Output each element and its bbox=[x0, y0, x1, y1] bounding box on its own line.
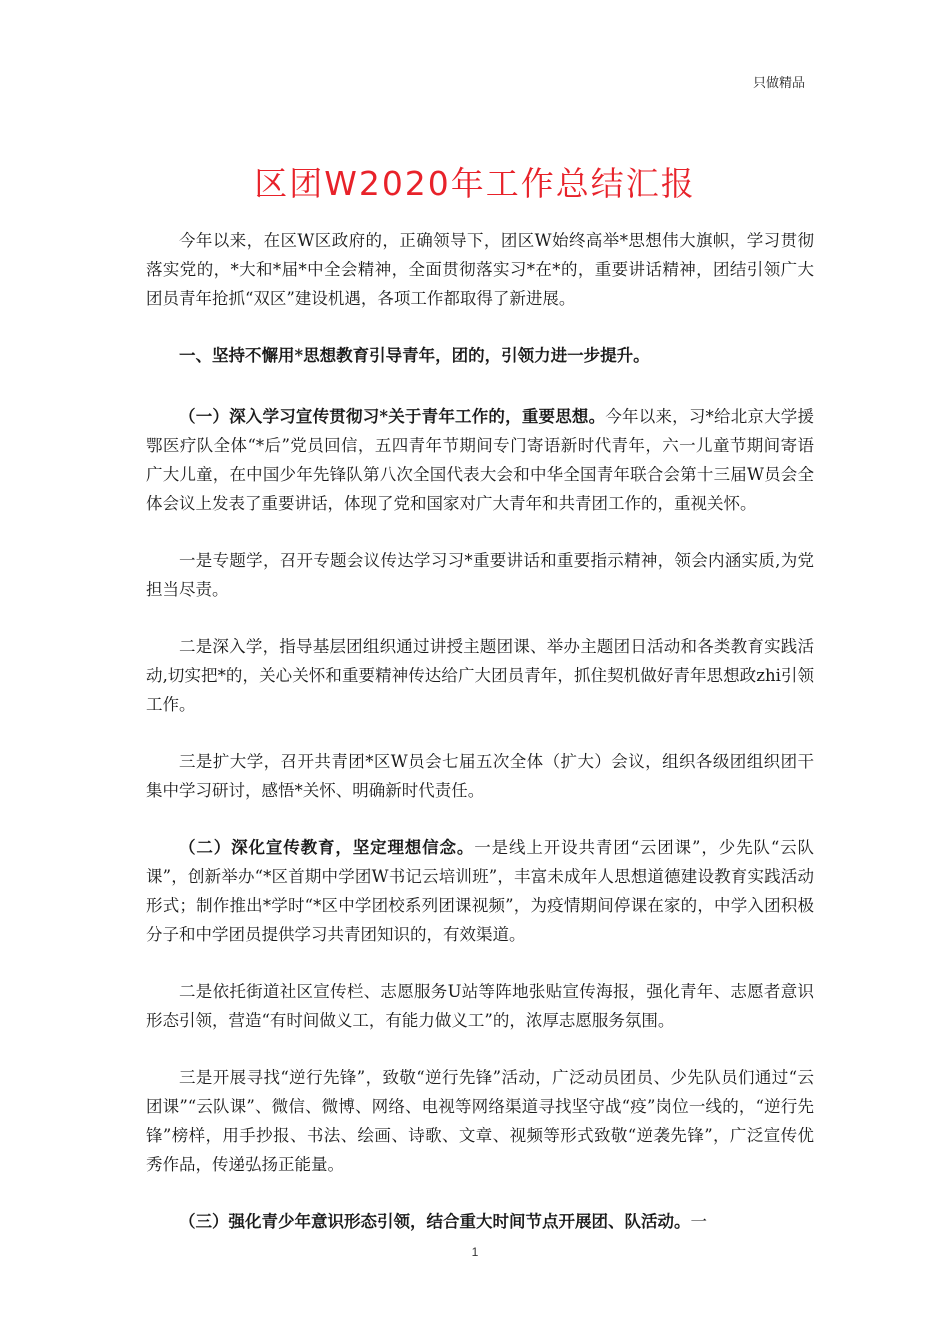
paragraph-promo-3: 三是开展寻找“逆行先锋”，致敬“逆行先锋”活动，广泛动员团员、少先队员们通过“云团课”“云队课”、微信、微博、网络、电视等网络渠道寻找坚守战“疫”岗位一线的，“逆行先锋”榜样，用手抄报、书法、绘画、诗歌、文章、视频等形式致敬“逆袭先锋”，广泛宣传优秀作品，传递弘扬正能量。 bbox=[146, 1068, 814, 1174]
subsection-2-text: 一是线上开设共青团“云团课”，少先队“云队课”，创新举办“*区首期中学团W书记云培训班”，丰富未成年人思想道德建设教育实践活动形式；制作推出*学时“*区中学团校系列团课视频”，为疫情期间停课在家的，中学入团积极分子和中学团员提供学习共青团知识的，有效渠道。 bbox=[146, 838, 815, 944]
subsection-1-text: 今年以来，习*给北京大学援鄂医疗队全体“*后”党员回信，五四青年节期间专门寄语新时代青年，六一儿童节期间寄语广大儿童，在中国少年先锋队第八次全国代表大会和中华全国青年联合会第十三届W员会全体会议上发表了重要讲话，体现了党和国家对广大青年和共青团工作的，重视关怀。 bbox=[146, 407, 814, 513]
section-heading: 一、坚持不懈用*思想教育引导青年，团的，引领力进一步提升。 bbox=[179, 346, 650, 365]
subsection-3-paragraph bbox=[146, 1207, 814, 1236]
document-body bbox=[146, 226, 814, 1264]
paragraph-promo-2: 二是依托街道社区宣传栏、志愿服务U站等阵地张贴宣传海报，强化青年、志愿者意识形态引领，营造“有时间做义工，有能力做义工”的，浓厚志愿服务氛围。 bbox=[146, 982, 814, 1030]
subsection-1-lead: （一）深入学习宣传贯彻习*关于青年工作的，重要思想。 bbox=[179, 407, 606, 426]
document-title: 区团W2020年工作总结汇报 bbox=[254, 164, 696, 203]
intro-paragraph: 今年以来，在区W区政府的，正确领导下，团区W始终高举*思想伟大旗帜，学习贯彻落实党的，*大和*届*中全会精神，全面贯彻落实习*在*的，重要讲话精神，团结引领广大团员青年抢抓“双区”建设机遇，各项工作都取得了新进展。 bbox=[146, 231, 814, 308]
subsection-2-paragraph bbox=[146, 833, 814, 949]
subsection-3-lead: （三）强化青少年意识形态引领，结合重大时间节点开展团、队活动。 bbox=[179, 1212, 691, 1231]
subsection-1-paragraph bbox=[146, 402, 814, 518]
paragraph-study-3: 三是扩大学，召开共青团*区W员会七届五次全体（扩大）会议，组织各级团组织团干集中学习研讨，感悟*关怀、明确新时代责任。 bbox=[146, 752, 814, 800]
page-number: 1 bbox=[471, 1245, 479, 1259]
subsection-3-text: 一 bbox=[690, 1212, 707, 1231]
paragraph-study-2: 二是深入学，指导基层团组织通过讲授主题团课、举办主题团日活动和各类教育实践活动,切实把*的，关心关怀和重要精神传达给广大团员青年，抓住契机做好青年思想政zhi引领工作。 bbox=[146, 637, 814, 714]
header-note: 只做精品 bbox=[752, 76, 805, 91]
paragraph-study-1: 一是专题学，召开专题会议传达学习习*重要讲话和重要指示精神，领会内涵实质,为党担当尽责。 bbox=[146, 551, 814, 599]
subsection-2-lead: （二）深化宣传教育，坚定理想信念。 bbox=[179, 838, 475, 857]
